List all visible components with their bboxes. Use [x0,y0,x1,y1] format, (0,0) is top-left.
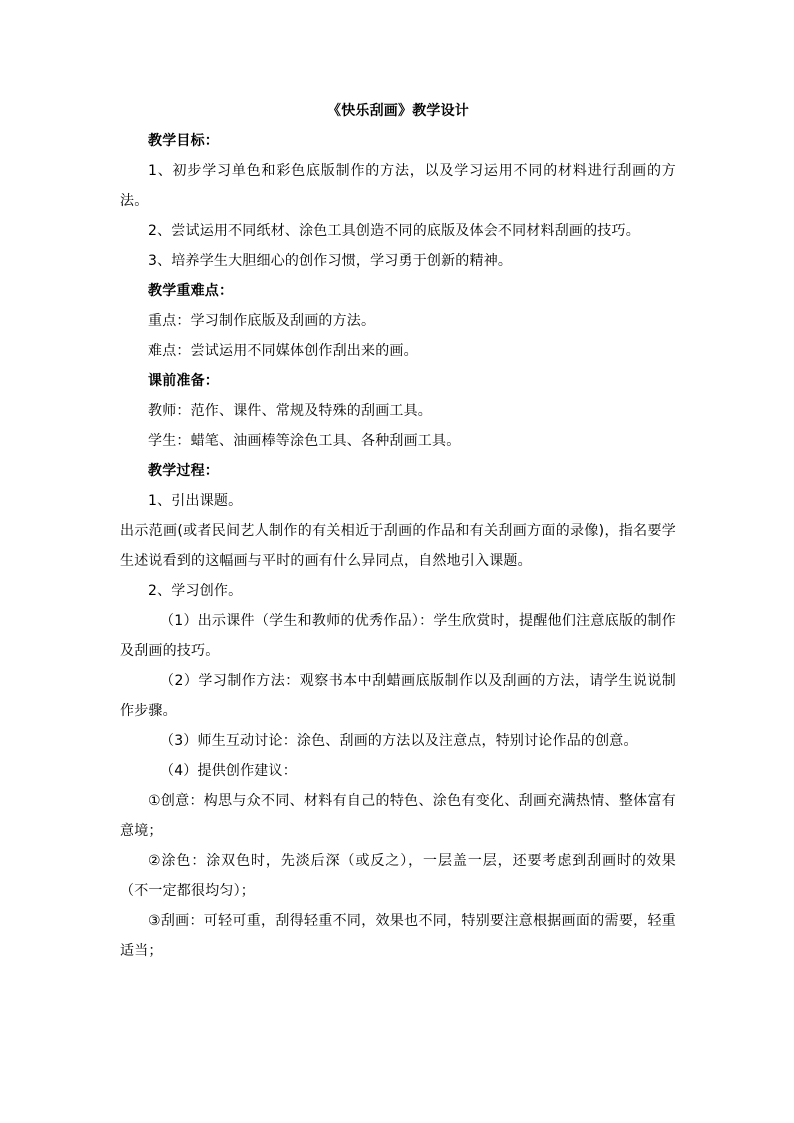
heading-key-points: 教学重难点： [148,283,234,299]
heading-process: 教学过程： [148,463,219,479]
key-point: 重点：学习制作底版及刮画的方法。 [148,313,376,329]
process-step-1: 1、引出课题。 [148,493,243,509]
document-title: 《快乐刮画》教学设计 [327,103,469,119]
process-step-1-detail: 出示范画(或者民间艺人制作的有关相近于刮画的作品和有关刮画方面的录像)，指名要学生述说看到的这幅画与平时的画有什么异同点，自然地引入课题。 [120,523,676,569]
suggestion-coloring: ②涂色：涂双色时，先淡后深（或反之），一层盖一层，还要考虑到刮画时的效果（不一定都很均匀）； [120,853,676,899]
goal-2: 2、尝试运用不同纸材、涂色工具创造不同的底版及体会不同材料刮画的技巧。 [148,223,640,239]
process-step-2: 2、学习创作。 [148,583,243,599]
goal-1: 1、初步学习单色和彩色底版制作的方法，以及学习运用不同的材料进行刮画的方法。 [120,163,676,209]
document-body [120,96,676,966]
difficult-point: 难点：尝试运用不同媒体创作刮出来的画。 [148,343,418,359]
heading-preparation: 课前准备： [148,373,219,389]
suggestion-scraping: ③刮画：可轻可重，刮得轻重不同，效果也不同，特别要注意根据画面的需要，轻重适当； [120,913,676,959]
goal-3: 3、培养学生大胆细心的创作习惯，学习勇于创新的精神。 [148,253,513,269]
suggestion-creativity: ①创意：构思与众不同、材料有自己的特色、涂色有变化、刮画充满热情、整体富有意境； [120,793,676,839]
process-substep-2: （2）学习制作方法：观察书本中刮蜡画底版制作以及刮画的方法，请学生说说制作步骤。 [120,673,676,719]
teacher-preparation: 教师：范作、课件、常规及特殊的刮画工具。 [148,403,432,419]
process-substep-3: （3）师生互动讨论：涂色、刮画的方法以及注意点，特别讨论作品的创意。 [160,733,638,749]
process-substep-4: （4）提供创作建议： [160,763,297,779]
student-preparation: 学生：蜡笔、油画棒等涂色工具、各种刮画工具。 [148,433,461,449]
process-substep-1: （1）出示课件（学生和教师的优秀作品）：学生欣赏时，提醒他们注意底版的制作及刮画的技巧。 [120,613,676,659]
heading-teaching-goals: 教学目标： [148,133,219,149]
